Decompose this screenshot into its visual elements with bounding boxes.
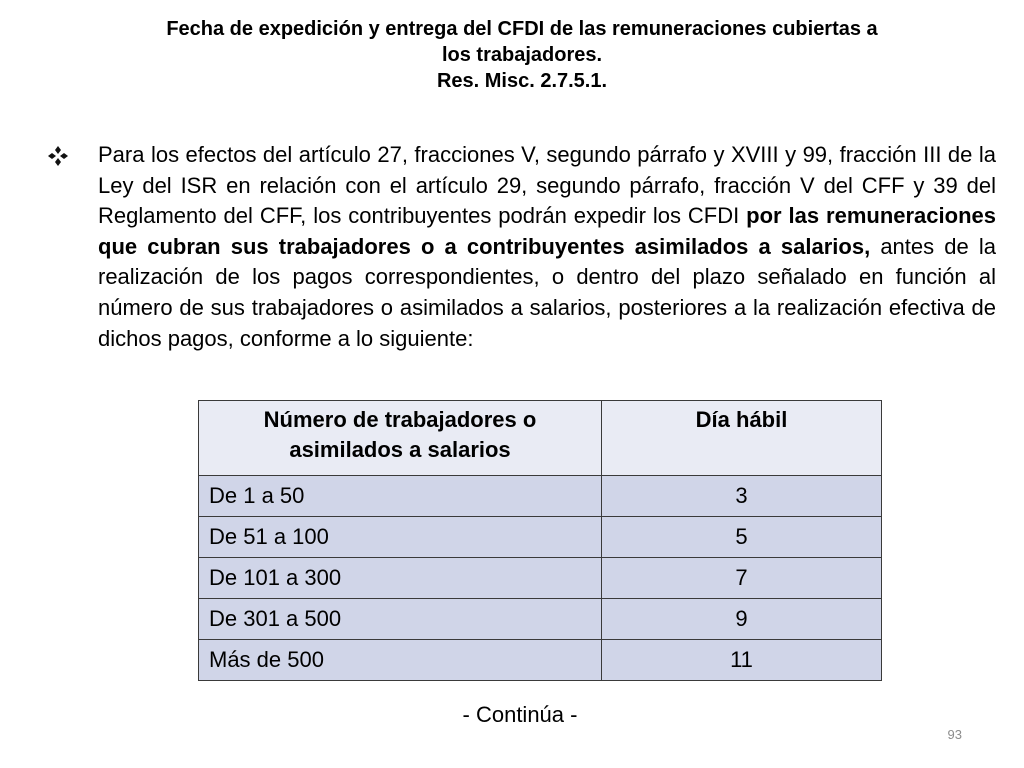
row-day: 3 bbox=[602, 476, 882, 517]
row-day: 9 bbox=[602, 599, 882, 640]
row-day: 5 bbox=[602, 517, 882, 558]
title-line-1: Fecha de expedición y entrega del CFDI de las remuneraciones cubiertas a bbox=[166, 18, 878, 40]
paragraph-bold-text: por las remuneraciones que cubran sus trabajadores o a contribuyentes asimilados a salarios, bbox=[98, 203, 996, 259]
paragraph-text-2: antes de la realización de los pagos correspondientes, o dentro del plazo señalado en función al número de sus trabajadores o asimilados a salarios, posteriores a la realización efectiva de dichos pagos, conforme a lo siguiente: bbox=[98, 233, 996, 351]
table-row bbox=[199, 476, 882, 517]
table-row bbox=[199, 599, 882, 640]
four-diamond-bullet-icon bbox=[46, 144, 70, 168]
row-day: 7 bbox=[602, 558, 882, 599]
bullet-paragraph-block bbox=[46, 140, 996, 354]
table-row bbox=[199, 640, 882, 681]
table-header-row bbox=[199, 401, 882, 476]
header-workers: Número de trabajadores o asimilados a salarios bbox=[199, 401, 602, 476]
row-day: 11 bbox=[602, 640, 882, 681]
row-range: De 101 a 300 bbox=[199, 558, 602, 599]
workers-day-table bbox=[198, 400, 882, 681]
table-row bbox=[199, 517, 882, 558]
title-line-3: Res. Misc. 2.7.5.1. bbox=[436, 70, 608, 92]
row-range: De 301 a 500 bbox=[199, 599, 602, 640]
row-range: Más de 500 bbox=[199, 640, 602, 681]
table-row bbox=[199, 558, 882, 599]
page-title bbox=[40, 16, 1004, 94]
page-number: 93 bbox=[947, 727, 962, 742]
header-business-day: Día hábil bbox=[602, 401, 882, 476]
body-paragraph bbox=[98, 140, 996, 354]
paragraph-text-1: Para los efectos del artículo 27, fracciones V, segundo párrafo y XVIII y 99, fracción III de la Ley del ISR en relación con el artículo 29, segundo párrafo, fracción V del CFF y 39 del Reglamento del CFF, los contribuyentes podrán expedir los CFDI bbox=[98, 142, 996, 229]
continua-label: - Continúa - bbox=[462, 702, 578, 727]
row-range: De 1 a 50 bbox=[199, 476, 602, 517]
row-range: De 51 a 100 bbox=[199, 517, 602, 558]
title-line-2: los trabajadores. bbox=[441, 44, 603, 66]
